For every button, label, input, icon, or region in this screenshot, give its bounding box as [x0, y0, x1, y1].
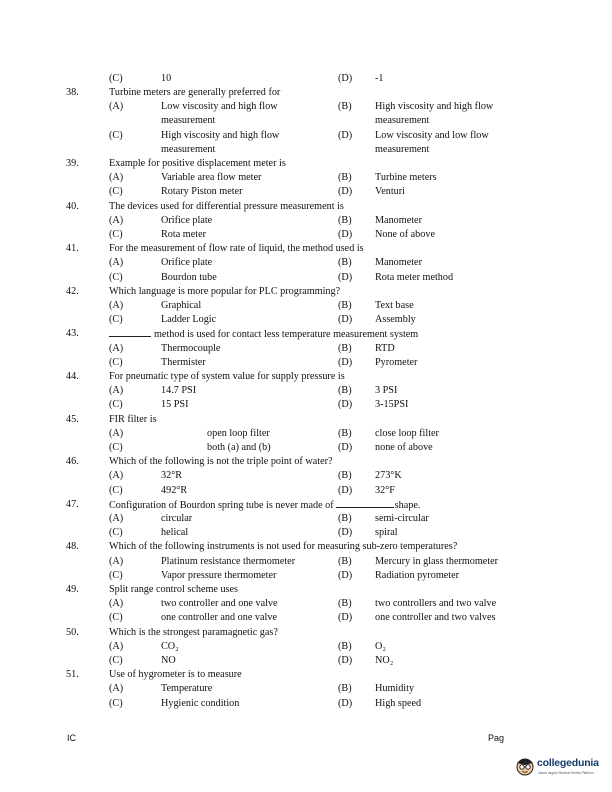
question-text: Which of the following instruments is not used for measuring sub-zero temperatures? — [109, 541, 458, 553]
option-text: helical — [161, 527, 189, 539]
option-label: (A) — [109, 172, 124, 184]
option-text: Turbine meters — [375, 172, 437, 184]
question-text: Which language is more popular for PLC programming? — [109, 285, 341, 297]
answer-blank — [336, 498, 394, 508]
option-label: (B) — [338, 683, 352, 695]
question-number: 46. — [66, 456, 79, 468]
option-text: Low viscosity and high flow — [161, 101, 278, 113]
question-stem-row — [0, 86, 612, 100]
option-text: 32°R — [161, 470, 183, 482]
option-text: Text base — [375, 300, 414, 311]
option-label: (D) — [338, 229, 353, 240]
option-label: (C) — [109, 356, 123, 368]
option-row — [0, 114, 612, 128]
question-stem-row — [0, 498, 612, 512]
option-label: (B) — [338, 640, 352, 652]
question-stem — [109, 626, 278, 640]
option-label: (A) — [109, 101, 124, 113]
option-text: None of above — [375, 229, 435, 240]
option-text: Mercury in glass thermometer — [375, 555, 499, 567]
option-row — [0, 299, 612, 313]
option-label: (C) — [109, 442, 123, 453]
option-text: Graphical — [161, 300, 202, 311]
option-row — [0, 597, 612, 611]
question-text: method is used for contact less temperature measurement system — [154, 329, 419, 341]
option-row — [0, 611, 612, 625]
question-stem — [109, 370, 345, 384]
question-stem — [109, 242, 364, 256]
option-row — [0, 682, 612, 696]
question-stem-row — [0, 626, 612, 640]
option-row — [0, 271, 612, 285]
question-stem — [109, 413, 157, 427]
question-text: Which is the strongest paramagnetic gas? — [109, 626, 278, 638]
option-label: (C) — [109, 271, 123, 283]
option-label: (B) — [338, 385, 352, 397]
option-label: (B) — [338, 214, 352, 226]
option-text: semi-circular — [375, 513, 429, 524]
option-row — [0, 654, 612, 668]
option-text: Manometer — [375, 214, 422, 226]
question-stem-row — [0, 413, 612, 427]
option-row — [0, 72, 612, 86]
option-text: 3 PSI — [375, 385, 398, 397]
question-stem-row — [0, 668, 612, 682]
student-mascot-icon — [514, 754, 536, 778]
option-text: High speed — [375, 697, 422, 709]
question-stem — [109, 285, 340, 299]
option-label: (B) — [338, 300, 352, 311]
option-row — [0, 697, 612, 711]
option-text: Rota meter method — [375, 271, 454, 283]
option-row — [0, 526, 612, 540]
question-stem — [109, 200, 344, 214]
option-label: (A) — [109, 257, 124, 269]
question-number: 48. — [66, 541, 79, 553]
option-label: (C) — [109, 655, 123, 666]
question-stem-row — [0, 583, 612, 597]
option-label: (A) — [109, 342, 124, 354]
option-row — [0, 214, 612, 228]
question-stem-row — [0, 242, 612, 256]
option-text: -1 — [375, 73, 384, 84]
option-label: (A) — [109, 385, 124, 397]
option-label: (D) — [338, 314, 353, 326]
question-number: 39. — [66, 158, 79, 169]
question-number: 51. — [66, 669, 79, 681]
option-text: close loop filter — [375, 427, 439, 439]
logo-tagline: India's largest Student Review Platform — [538, 771, 594, 775]
option-row — [0, 185, 612, 199]
option-text: measurement — [161, 115, 216, 127]
question-stem — [109, 540, 457, 554]
option-label: (C) — [109, 612, 123, 624]
option-label: (C) — [109, 129, 123, 141]
option-label: (B) — [338, 427, 352, 439]
option-label: (C) — [109, 697, 123, 709]
option-label: (D) — [338, 612, 353, 624]
option-label: (B) — [338, 101, 352, 113]
option-row — [0, 143, 612, 157]
option-row — [0, 100, 612, 114]
question-stem — [109, 157, 286, 171]
option-label: (A) — [109, 598, 124, 610]
option-label: (D) — [338, 129, 353, 141]
option-text: Platinum resistance thermometer — [161, 555, 296, 567]
question-text: Split range control scheme uses — [109, 584, 239, 595]
question-text: Use of hygrometer is to measure — [109, 669, 242, 681]
collegedunia-logo — [514, 754, 606, 782]
option-label: (B) — [338, 555, 352, 567]
question-number: 43. — [66, 328, 79, 340]
option-row — [0, 342, 612, 356]
question-stem-row — [0, 327, 612, 341]
option-text: CO₂ — [161, 640, 179, 652]
option-text: Bourdon tube — [161, 271, 217, 283]
option-label: (D) — [338, 356, 353, 368]
option-text: NO₂ — [375, 655, 394, 666]
option-label: (D) — [338, 186, 353, 198]
option-label: (B) — [338, 470, 352, 482]
option-label: (A) — [109, 470, 124, 482]
option-label: (A) — [109, 555, 124, 567]
option-text: 14.7 PSI — [161, 385, 197, 397]
footer-subject-code: IC — [67, 733, 76, 743]
option-text: Low viscosity and low flow — [375, 129, 489, 141]
question-text: The devices used for differential pressure measurement is — [109, 200, 344, 212]
option-text: 3-15PSI — [375, 399, 409, 411]
option-row — [0, 356, 612, 370]
option-label: (C) — [109, 73, 123, 84]
option-text: Orifice plate — [161, 214, 213, 226]
option-label: (C) — [109, 569, 123, 581]
option-label: (C) — [109, 484, 123, 496]
option-text: Temperature — [161, 683, 213, 695]
option-label: (B) — [338, 257, 352, 269]
option-row — [0, 469, 612, 483]
option-label: (C) — [109, 314, 123, 326]
option-label: (D) — [338, 655, 353, 666]
question-text: For the measurement of flow rate of liquid, the method used is — [109, 243, 364, 255]
option-row — [0, 313, 612, 327]
question-number: 38. — [66, 87, 79, 98]
question-stem-row — [0, 540, 612, 554]
question-stem — [109, 455, 333, 469]
option-row — [0, 398, 612, 412]
question-text: For pneumatic type of system value for supply pressure is — [109, 371, 345, 382]
option-label: (D) — [338, 484, 353, 496]
option-text: Variable area flow meter — [161, 172, 262, 184]
question-number: 49. — [66, 584, 79, 595]
option-row — [0, 228, 612, 242]
question-number: 45. — [66, 413, 79, 425]
option-row — [0, 441, 612, 455]
question-text-end: shape. — [394, 499, 421, 511]
option-row — [0, 512, 612, 526]
option-text: one controller and one valve — [161, 612, 277, 624]
option-label: (D) — [338, 697, 353, 709]
option-text: Manometer — [375, 257, 422, 269]
option-label: (D) — [338, 399, 353, 411]
option-text: Thermocouple — [161, 342, 221, 354]
option-text: Rota meter — [161, 229, 206, 240]
question-stem — [109, 498, 420, 513]
question-stem — [109, 668, 242, 682]
option-label: (A) — [109, 427, 124, 439]
option-text: Hygienic condition — [161, 697, 240, 709]
option-label: (A) — [109, 513, 124, 524]
option-row — [0, 484, 612, 498]
option-label: (B) — [338, 172, 352, 184]
option-label: (C) — [109, 399, 123, 411]
option-label: (C) — [109, 186, 123, 198]
option-text: measurement — [375, 115, 430, 127]
option-label: (A) — [109, 683, 124, 695]
option-text: Thermister — [161, 356, 206, 368]
option-label: (A) — [109, 640, 124, 652]
option-row — [0, 384, 612, 398]
option-label: (D) — [338, 527, 353, 539]
option-text: NO — [161, 655, 176, 666]
option-text: one controller and two valves — [375, 612, 496, 624]
option-text: Venturi — [375, 186, 405, 198]
option-text: Radiation pyrometer — [375, 569, 460, 581]
question-stem — [109, 327, 418, 342]
question-number: 42. — [66, 285, 79, 297]
question-number: 41. — [66, 243, 79, 255]
option-label: (A) — [109, 300, 124, 311]
option-text: measurement — [161, 143, 216, 155]
question-text: FIR filter is — [109, 413, 157, 425]
option-label: (D) — [338, 73, 353, 84]
question-stem — [109, 583, 238, 597]
option-text: 32°F — [375, 484, 395, 496]
question-stem-row — [0, 370, 612, 384]
option-label: (D) — [338, 442, 353, 453]
option-text: both (a) and (b) — [207, 442, 271, 453]
option-text: Vapor pressure thermometer — [161, 569, 277, 581]
option-row — [0, 640, 612, 654]
option-label: (B) — [338, 598, 352, 610]
option-text: measurement — [375, 143, 430, 155]
option-text: open loop filter — [207, 427, 270, 439]
question-number: 47. — [66, 498, 79, 510]
option-text: 10 — [161, 73, 172, 84]
option-row — [0, 555, 612, 569]
option-text: none of above — [375, 442, 433, 453]
option-label: (C) — [109, 527, 123, 539]
question-stem-row — [0, 157, 612, 171]
option-text: circular — [161, 513, 193, 524]
question-stem-row — [0, 455, 612, 469]
option-text: High viscosity and high flow — [161, 129, 280, 141]
question-number: 40. — [66, 200, 79, 212]
option-text: 273°K — [375, 470, 402, 482]
option-row — [0, 427, 612, 441]
logo-wordmark: collegedunia — [537, 757, 599, 769]
option-text: 15 PSI — [161, 399, 189, 411]
option-row — [0, 569, 612, 583]
option-label: (C) — [109, 229, 123, 240]
option-row — [0, 129, 612, 143]
option-text: RTD — [375, 342, 395, 354]
option-text: Orifice plate — [161, 257, 213, 269]
question-text: Configuration of Bourdon spring tube is never made of — [109, 499, 334, 511]
question-number: 50. — [66, 626, 79, 638]
option-text: two controllers and two valve — [375, 598, 497, 610]
question-text: Turbine meters are generally preferred for — [109, 87, 281, 98]
option-label: (D) — [338, 569, 353, 581]
answer-blank — [109, 327, 151, 337]
option-text: 492°R — [161, 484, 188, 496]
option-text: Assembly — [375, 314, 416, 326]
question-stem — [109, 86, 280, 100]
option-text: High viscosity and high flow — [375, 101, 494, 113]
option-text: Pyrometer — [375, 356, 418, 368]
question-number: 44. — [66, 371, 79, 382]
option-text: spiral — [375, 527, 398, 539]
option-text: Humidity — [375, 683, 415, 695]
option-text: O₂ — [375, 640, 386, 652]
option-label: (B) — [338, 342, 352, 354]
option-text: Rotary Piston meter — [161, 186, 243, 198]
option-row — [0, 171, 612, 185]
option-label: (D) — [338, 271, 353, 283]
option-label: (A) — [109, 214, 124, 226]
option-text: Ladder Logic — [161, 314, 217, 326]
question-text: Example for positive displacement meter is — [109, 158, 286, 169]
option-row — [0, 256, 612, 270]
option-text: two controller and one valve — [161, 598, 278, 610]
option-label: (B) — [338, 513, 352, 524]
question-stem-row — [0, 285, 612, 299]
question-stem-row — [0, 200, 612, 214]
footer-page-number: Pag — [488, 733, 505, 743]
question-text: Which of the following is not the triple point of water? — [109, 456, 333, 468]
